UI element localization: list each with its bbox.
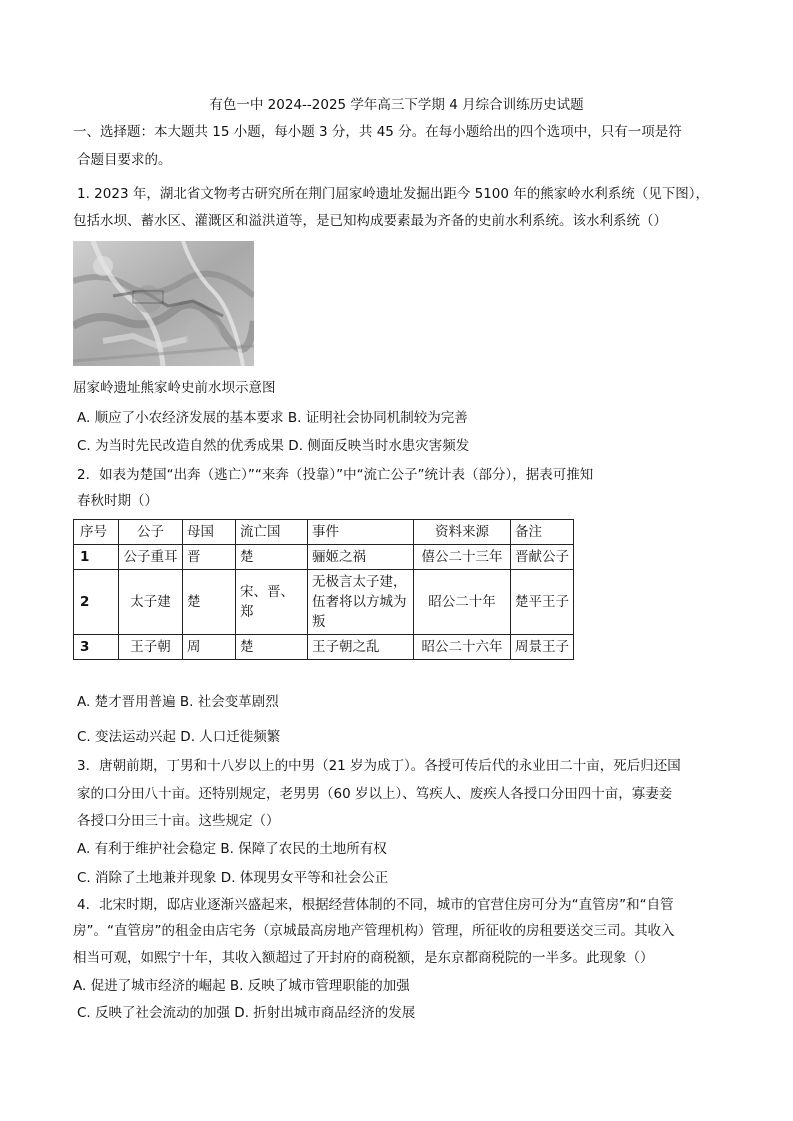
- q2-options-cd: C. 变法运动兴起 D. 人口迁徙频繁: [77, 729, 281, 745]
- header-cell: 资料来源: [414, 520, 511, 545]
- q4-stem: 4．北宋时期，邸店业逐渐兴盛起来，根据经营体制的不同，城市的官营住房可分为“直管房”和“自管: [77, 897, 674, 913]
- q2-options-ab: A. 楚才晋用普遍 B. 社会变革剧烈: [77, 694, 279, 710]
- table-cell: 楚: [183, 570, 236, 635]
- table-row: [74, 635, 574, 660]
- q3-options-ab: A. 有利于维护社会稳定 B. 保障了农民的土地所有权: [77, 841, 387, 857]
- table-row: [74, 545, 574, 570]
- table-cell: 公子重耳: [119, 545, 183, 570]
- q2-stem-cont: 春秋时期（）: [77, 493, 158, 509]
- table-cell: 3: [74, 635, 119, 660]
- table-cell: 太子建: [119, 570, 183, 635]
- header-cell: 流亡国: [236, 520, 308, 545]
- header-cell: 公子: [119, 520, 183, 545]
- q1-figure-caption: 屈家岭遗址熊家岭史前水坝示意图: [73, 380, 276, 396]
- q1-stem: 1. 2023 年，湖北省文物考古研究所在荆门屈家岭遗址发掘出距今 5100 年的熊家岭水利系统（见下图），: [77, 186, 710, 202]
- table-cell: 昭公二十年: [414, 570, 511, 635]
- q4-options-cd: C. 反映了社会流动的加强 D. 折射出城市商品经济的发展: [77, 1005, 416, 1021]
- table-cell: 王子朝: [119, 635, 183, 660]
- table-cell: 晋: [183, 545, 236, 570]
- q4-options-ab: A. 促进了城市经济的崛起 B. 反映了城市管理职能的加强: [73, 978, 410, 994]
- q3-options-cd: C. 消除了土地兼并现象 D. 体现男女平等和社会公正: [77, 870, 389, 886]
- table-cell: 2: [74, 570, 119, 635]
- q4-stem-cont1: 房”。“直管房”的租金由店宅务（京城最高房地产管理机构）管理，所征收的房租要送交三司。其收入: [73, 923, 675, 939]
- q1-stem-cont: 包括水坝、蓄水区、灌溉区和溢洪道等，是已知构成要素最为齐备的史前水利系统。该水利系统（）: [73, 213, 667, 229]
- header-cell: 事件: [308, 520, 414, 545]
- q3-stem: 3．唐朝前期，丁男和十八岁以上的中男（21 岁为成丁）。各授可传后代的永业田二十亩，死后归还国: [77, 758, 681, 774]
- q3-stem-cont2: 各授口分田三十亩。这些规定（）: [77, 813, 280, 829]
- table-cell: 昭公二十六年: [414, 635, 511, 660]
- table-cell: 楚平王子: [511, 570, 574, 635]
- table-cell: 晋献公子: [511, 545, 574, 570]
- exam-title: 有色一中 2024--2025 学年高三下学期 4 月综合训练历史试题: [209, 97, 584, 113]
- q2-stem: 2．如表为楚国“出奔（逃亡）”“来奔（投靠）”中“流亡公子”统计表（部分），据表可推知: [77, 467, 594, 483]
- header-cell: 备注: [511, 520, 574, 545]
- q1-options-cd: C. 为当时先民改造自然的优秀成果 D. 侧面反映当时水患灾害频发: [77, 438, 470, 454]
- exiled-princes-table: [73, 519, 574, 660]
- table-cell: 王子朝之乱: [308, 635, 414, 660]
- table-cell: 楚: [236, 545, 308, 570]
- table-cell: 楚: [236, 635, 308, 660]
- dam-relief-map-image: [73, 241, 254, 366]
- q4-stem-cont2: 相当可观，如熙宁十年，其收入额超过了开封府的商税额，是东京都商税院的一半多。此现象（）: [73, 950, 654, 966]
- q3-stem-cont1: 家的口分田八十亩。还特别规定，老男男（60 岁以上）、笃疾人、废疾人各授口分田四十亩，寡妻妾: [77, 786, 673, 802]
- header-cell: 序号: [74, 520, 119, 545]
- section-heading-cont: 合题目要求的。: [77, 152, 172, 168]
- section-heading: 一、选择题：本大题共 15 小题，每小题 3 分，共 45 分。在每小题给出的四个选项中，只有一项是符: [73, 124, 682, 140]
- table-header-row: [74, 520, 574, 545]
- table-cell: 周景王子: [511, 635, 574, 660]
- table-row: [74, 570, 574, 635]
- q1-options-ab: A. 顺应了小农经济发展的基本要求 B. 证明社会协同机制较为完善: [77, 410, 468, 426]
- table-cell: 骊姬之祸: [308, 545, 414, 570]
- table-cell: 僖公二十三年: [414, 545, 511, 570]
- table-cell: 1: [74, 545, 119, 570]
- table-cell: 周: [183, 635, 236, 660]
- table-cell: 宋、晋、郑: [236, 570, 308, 635]
- header-cell: 母国: [183, 520, 236, 545]
- table-cell: 无极言太子建，伍奢将以方城为叛: [308, 570, 414, 635]
